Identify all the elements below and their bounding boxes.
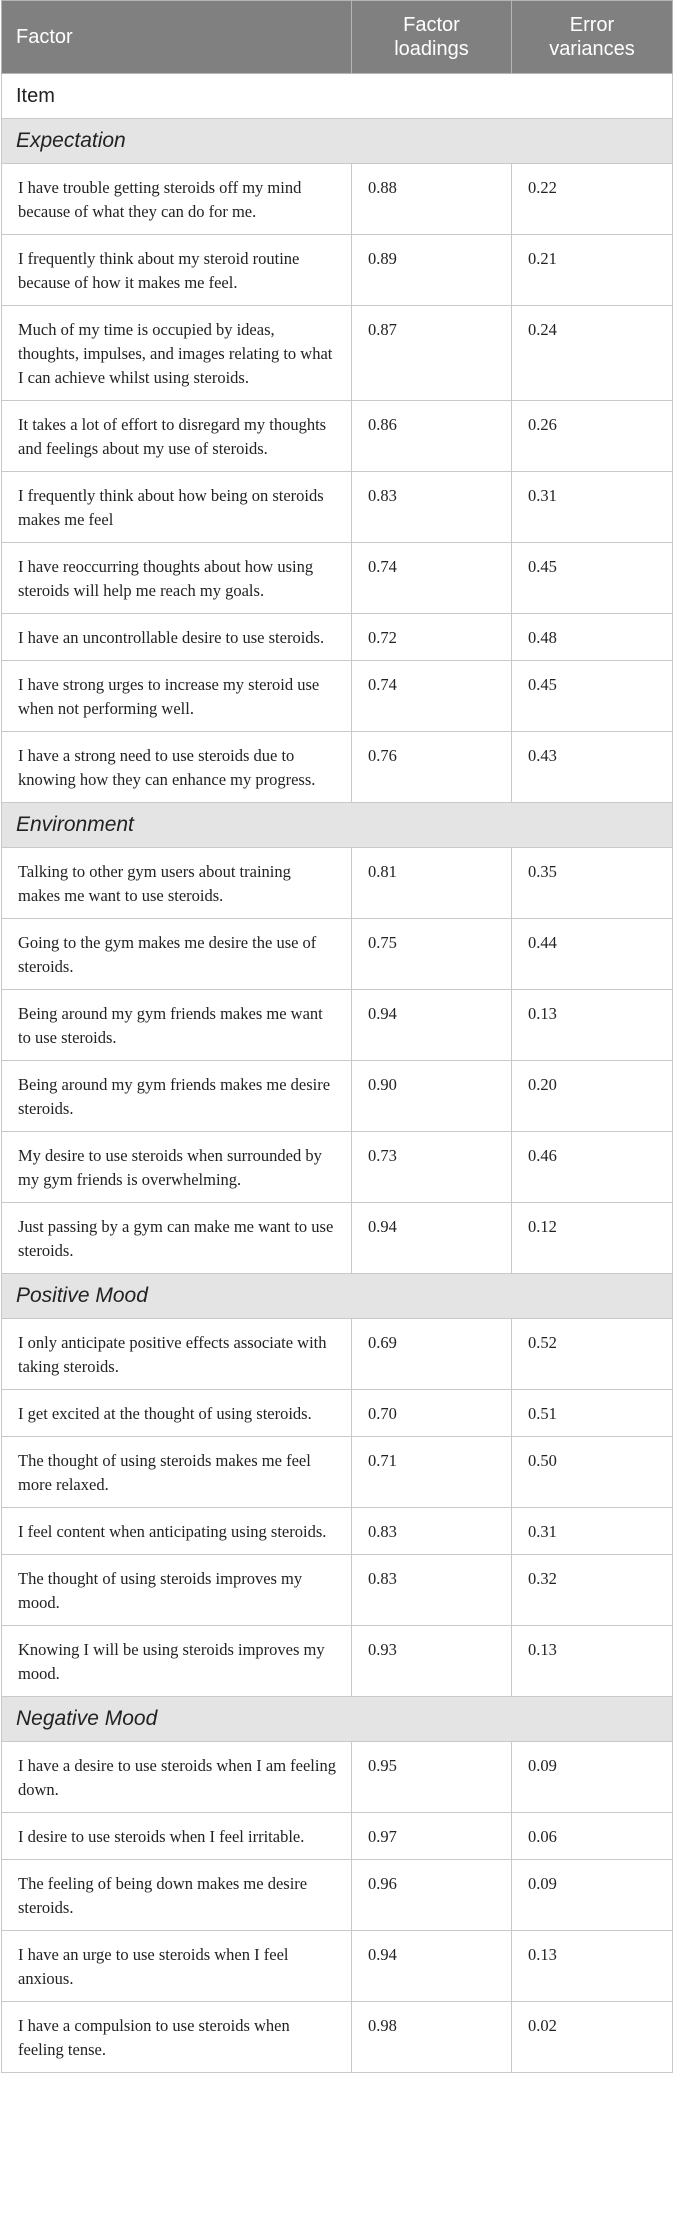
error-variance-value: 0.35 — [512, 848, 673, 919]
table-row — [2, 1390, 673, 1437]
factor-loading-value: 0.98 — [352, 2002, 512, 2073]
table-row — [2, 306, 673, 401]
table-row — [2, 1132, 673, 1203]
item-text: Just passing by a gym can make me want to use steroids. — [2, 1203, 352, 1274]
error-variance-value: 0.24 — [512, 306, 673, 401]
error-variance-value: 0.09 — [512, 1742, 673, 1813]
factor-loading-value: 0.83 — [352, 1555, 512, 1626]
section-row-expectation — [2, 119, 673, 164]
error-variance-value: 0.21 — [512, 235, 673, 306]
header-error-variances: Error variances — [512, 1, 673, 74]
item-text: I have an urge to use steroids when I feel anxious. — [2, 1931, 352, 2002]
factor-loadings-table-container — [1, 0, 672, 2073]
table-row — [2, 848, 673, 919]
item-text: I desire to use steroids when I feel irritable. — [2, 1813, 352, 1860]
section-title: Negative Mood — [2, 1697, 673, 1742]
table-row — [2, 1742, 673, 1813]
table-row — [2, 1437, 673, 1508]
factor-loading-value: 0.74 — [352, 543, 512, 614]
item-text: The thought of using steroids makes me feel more relaxed. — [2, 1437, 352, 1508]
table-row — [2, 1319, 673, 1390]
item-text: It takes a lot of effort to disregard my thoughts and feelings about my use of steroids. — [2, 401, 352, 472]
table-row — [2, 1508, 673, 1555]
factor-loading-value: 0.97 — [352, 1813, 512, 1860]
section-title: Environment — [2, 803, 673, 848]
error-variance-value: 0.43 — [512, 732, 673, 803]
error-variance-value: 0.20 — [512, 1061, 673, 1132]
factor-loading-value: 0.90 — [352, 1061, 512, 1132]
header-row — [2, 1, 673, 74]
error-variance-value: 0.31 — [512, 1508, 673, 1555]
section-row-environment — [2, 803, 673, 848]
factor-loading-value: 0.94 — [352, 1931, 512, 2002]
error-variance-value: 0.52 — [512, 1319, 673, 1390]
factor-loading-value: 0.94 — [352, 1203, 512, 1274]
error-variance-value: 0.06 — [512, 1813, 673, 1860]
table-row — [2, 732, 673, 803]
table-row — [2, 1555, 673, 1626]
error-variance-value: 0.46 — [512, 1132, 673, 1203]
table-body — [2, 74, 673, 2073]
factor-loading-value: 0.81 — [352, 848, 512, 919]
section-row-positive-mood — [2, 1274, 673, 1319]
table-header — [2, 1, 673, 74]
item-text: The thought of using steroids improves my mood. — [2, 1555, 352, 1626]
factor-loading-value: 0.72 — [352, 614, 512, 661]
factor-loading-value: 0.74 — [352, 661, 512, 732]
error-variance-value: 0.51 — [512, 1390, 673, 1437]
error-variance-value: 0.09 — [512, 1860, 673, 1931]
section-row-negative-mood — [2, 1697, 673, 1742]
table-row — [2, 1860, 673, 1931]
item-text: Knowing I will be using steroids improves my mood. — [2, 1626, 352, 1697]
table-row — [2, 164, 673, 235]
item-text: Going to the gym makes me desire the use of steroids. — [2, 919, 352, 990]
table-row — [2, 1626, 673, 1697]
factor-loading-value: 0.93 — [352, 1626, 512, 1697]
factor-loading-value: 0.70 — [352, 1390, 512, 1437]
error-variance-value: 0.48 — [512, 614, 673, 661]
item-label: Item — [2, 74, 673, 119]
table-row — [2, 401, 673, 472]
factor-loading-value: 0.96 — [352, 1860, 512, 1931]
table-row — [2, 1061, 673, 1132]
item-text: The feeling of being down makes me desire steroids. — [2, 1860, 352, 1931]
factor-loading-value: 0.89 — [352, 235, 512, 306]
error-variance-value: 0.26 — [512, 401, 673, 472]
item-text: I have a compulsion to use steroids when feeling tense. — [2, 2002, 352, 2073]
item-text: I have an uncontrollable desire to use steroids. — [2, 614, 352, 661]
factor-loading-value: 0.87 — [352, 306, 512, 401]
factor-loading-value: 0.73 — [352, 1132, 512, 1203]
item-text: Being around my gym friends makes me desire steroids. — [2, 1061, 352, 1132]
error-variance-value: 0.45 — [512, 543, 673, 614]
table-row — [2, 235, 673, 306]
item-text: Being around my gym friends makes me want to use steroids. — [2, 990, 352, 1061]
table-row — [2, 1203, 673, 1274]
error-variance-value: 0.13 — [512, 990, 673, 1061]
item-text: I have a strong need to use steroids due to knowing how they can enhance my progress. — [2, 732, 352, 803]
header-factor-loadings: Factor loadings — [352, 1, 512, 74]
error-variance-value: 0.02 — [512, 2002, 673, 2073]
error-variance-value: 0.12 — [512, 1203, 673, 1274]
factor-loading-value: 0.88 — [352, 164, 512, 235]
factor-loading-value: 0.86 — [352, 401, 512, 472]
item-text: I frequently think about how being on steroids makes me feel — [2, 472, 352, 543]
error-variance-value: 0.13 — [512, 1931, 673, 2002]
item-label-row — [2, 74, 673, 119]
error-variance-value: 0.50 — [512, 1437, 673, 1508]
table-row — [2, 614, 673, 661]
factor-loading-value: 0.94 — [352, 990, 512, 1061]
header-factor: Factor — [2, 1, 352, 74]
factor-loading-value: 0.95 — [352, 1742, 512, 1813]
table-row — [2, 1931, 673, 2002]
error-variance-value: 0.32 — [512, 1555, 673, 1626]
table-row — [2, 661, 673, 732]
factor-loading-value: 0.83 — [352, 1508, 512, 1555]
table-row — [2, 990, 673, 1061]
item-text: Much of my time is occupied by ideas, thoughts, impulses, and images relating to what I can achieve whilst using steroids. — [2, 306, 352, 401]
table-row — [2, 919, 673, 990]
error-variance-value: 0.45 — [512, 661, 673, 732]
table-row — [2, 1813, 673, 1860]
item-text: I have reoccurring thoughts about how using steroids will help me reach my goals. — [2, 543, 352, 614]
section-title: Positive Mood — [2, 1274, 673, 1319]
error-variance-value: 0.13 — [512, 1626, 673, 1697]
item-text: My desire to use steroids when surrounded by my gym friends is overwhelming. — [2, 1132, 352, 1203]
factor-loading-value: 0.69 — [352, 1319, 512, 1390]
table-row — [2, 472, 673, 543]
table-row — [2, 543, 673, 614]
error-variance-value: 0.31 — [512, 472, 673, 543]
factor-loading-value: 0.76 — [352, 732, 512, 803]
item-text: Talking to other gym users about training makes me want to use steroids. — [2, 848, 352, 919]
error-variance-value: 0.44 — [512, 919, 673, 990]
item-text: I frequently think about my steroid routine because of how it makes me feel. — [2, 235, 352, 306]
item-text: I feel content when anticipating using steroids. — [2, 1508, 352, 1555]
factor-loading-value: 0.75 — [352, 919, 512, 990]
item-text: I have trouble getting steroids off my mind because of what they can do for me. — [2, 164, 352, 235]
item-text: I have strong urges to increase my steroid use when not performing well. — [2, 661, 352, 732]
item-text: I only anticipate positive effects associate with taking steroids. — [2, 1319, 352, 1390]
item-text: I get excited at the thought of using steroids. — [2, 1390, 352, 1437]
item-text: I have a desire to use steroids when I am feeling down. — [2, 1742, 352, 1813]
table-row — [2, 2002, 673, 2073]
factor-loading-value: 0.83 — [352, 472, 512, 543]
error-variance-value: 0.22 — [512, 164, 673, 235]
section-title: Expectation — [2, 119, 673, 164]
factor-loadings-table — [1, 0, 673, 2073]
factor-loading-value: 0.71 — [352, 1437, 512, 1508]
